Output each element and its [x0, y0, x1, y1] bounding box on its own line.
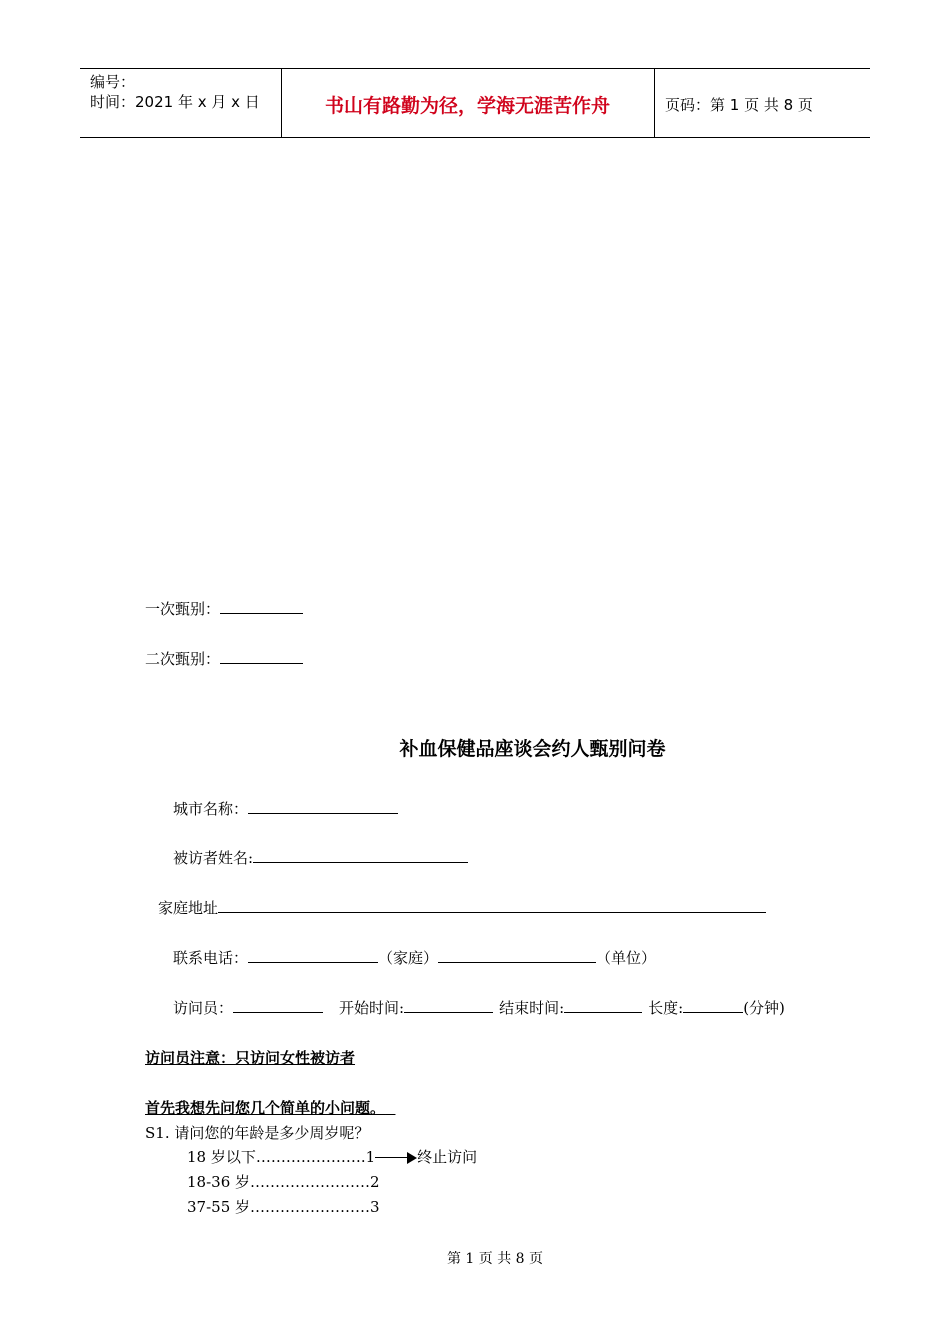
name-blank[interactable] — [253, 848, 468, 863]
page-header — [80, 68, 870, 138]
intro-text — [145, 1097, 395, 1118]
header-motto-cell — [281, 69, 655, 137]
page-info: 页码：第 1 页 共 8 页 — [665, 96, 813, 114]
doc-date-label: 时间：2021 年 x 月 x 日 — [90, 93, 260, 111]
minutes-label: (分钟) — [743, 999, 785, 1017]
s1-option-2: 18-36 岁……………………2 — [187, 1173, 380, 1191]
city-field — [173, 798, 398, 819]
phone-label: 联系电话： — [173, 949, 249, 967]
start-time-label: 开始时间: — [339, 999, 405, 1017]
phone-work-blank[interactable] — [438, 948, 596, 963]
arrow-right-icon — [375, 1151, 417, 1165]
page-footer: 第 1 页 共 8 页 — [446, 1251, 544, 1267]
duration-label: 长度: — [648, 999, 684, 1017]
address-label: 家庭地址 — [158, 899, 219, 917]
question-s1: S1. 请问您的年龄是多少周岁呢？ — [145, 1124, 370, 1142]
end-time-label: 结束时间: — [499, 999, 565, 1017]
second-screening-blank[interactable] — [220, 649, 303, 664]
questionnaire-title: 补血保健品座谈会约人甄别问卷 — [399, 738, 666, 760]
second-screening-label: 二次甄别： — [145, 650, 221, 668]
s1-option-1-note: 终止访问 — [417, 1148, 478, 1166]
phone-field — [173, 947, 656, 968]
duration-blank[interactable] — [683, 998, 743, 1013]
first-screening-label: 一次甄别： — [145, 600, 221, 618]
s1-option-1-text: 18 岁以下………………….1 — [187, 1148, 376, 1166]
s1-option-3: 37-55 岁……………………3 — [187, 1198, 380, 1216]
intro-label: 首先我想先问您几个简单的小问题。 — [145, 1099, 386, 1117]
first-screening — [145, 598, 303, 619]
motto: 书山有路勤为径，学海无涯苦作舟 — [324, 95, 610, 117]
s1-option-1 — [187, 1146, 477, 1167]
address-blank[interactable] — [218, 898, 766, 913]
doc-id-label: 编号： — [90, 73, 136, 91]
name-field — [173, 847, 468, 868]
header-meta-cell — [80, 69, 282, 137]
end-time-blank[interactable] — [564, 998, 642, 1013]
header-page-cell — [655, 69, 870, 137]
interviewer-blank[interactable] — [233, 998, 323, 1013]
phone-work-label: （单位） — [596, 949, 657, 967]
city-label: 城市名称： — [173, 800, 249, 818]
address-field — [158, 897, 766, 918]
start-time-blank[interactable] — [404, 998, 493, 1013]
interviewer-label: 访问员： — [173, 999, 234, 1017]
phone-home-blank[interactable] — [248, 948, 378, 963]
interview-info-field — [173, 997, 785, 1018]
city-blank[interactable] — [248, 799, 398, 814]
phone-home-label: （家庭） — [378, 949, 439, 967]
first-screening-blank[interactable] — [220, 599, 303, 614]
second-screening — [145, 648, 303, 669]
name-label: 被访者姓名: — [173, 849, 254, 867]
interviewer-notice: 访问员注意：只访问女性被访者 — [145, 1049, 356, 1067]
